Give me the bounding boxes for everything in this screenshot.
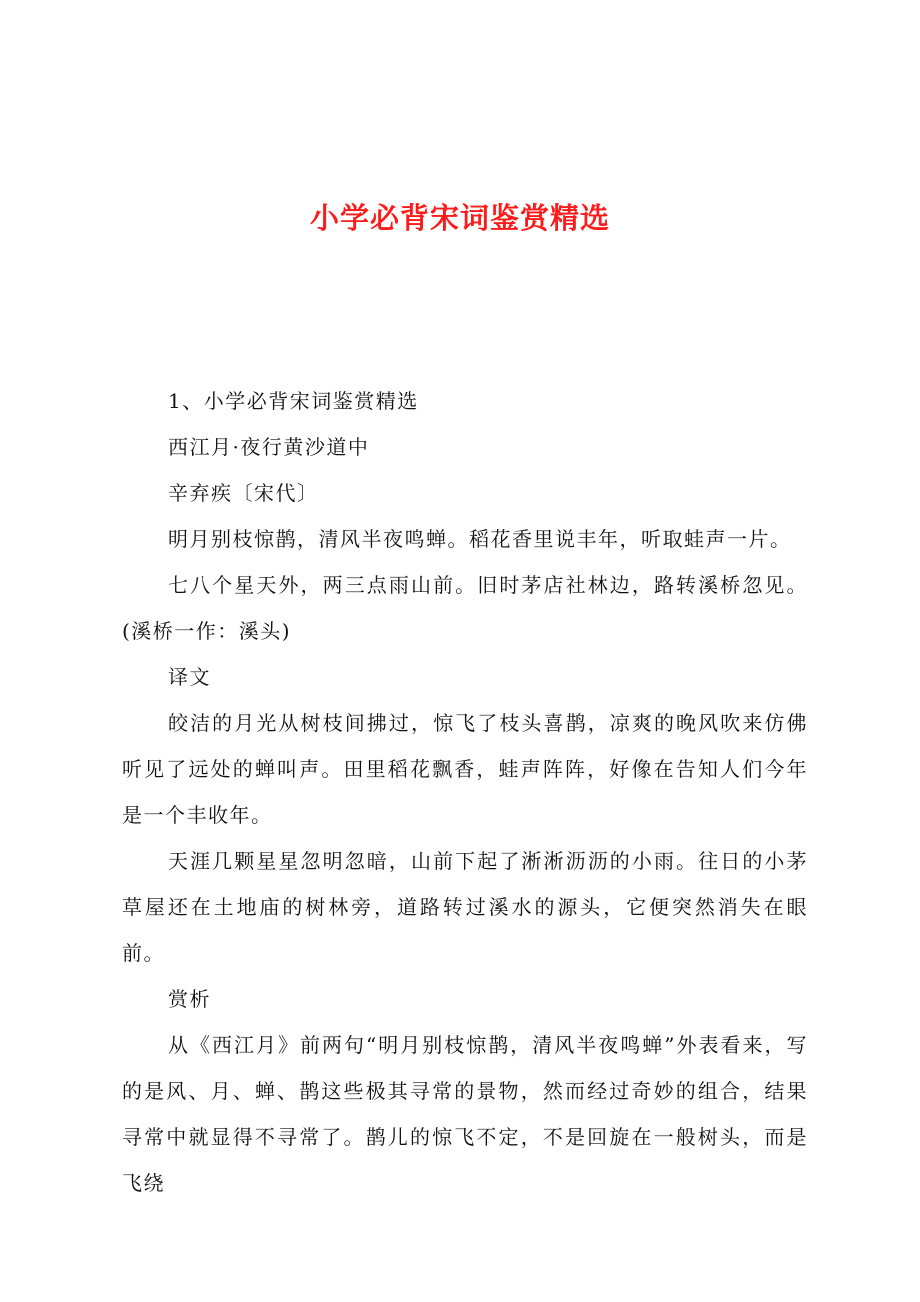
section-heading: 1、小学必背宋词鉴赏精选 <box>168 389 419 413</box>
translation-paragraph-1: 皎洁的月光从树枝间拂过，惊飞了枝头喜鹊，凉爽的晚风吹来仿佛听见了远处的蝉叫声。田里稻花飘香，蛙声阵阵，好像在告知人们今年是一个丰收年。 <box>122 711 808 827</box>
appreciation-heading: 赏析 <box>168 987 211 1011</box>
poem-verse-1: 明月别枝惊鹊，清风半夜鸣蝉。稻花香里说丰年，听取蛙声一片。 <box>168 527 792 551</box>
appreciation-paragraph: 从《西江月》前两句“明月别枝惊鹊，清风半夜鸣蝉”外表看来，写的是风、月、蝉、鹊这些极其寻常的景物，然而经过奇妙的组合，结果寻常中就显得不寻常了。鹊儿的惊飞不定，不是回旋在一般树头，而是飞绕 <box>122 1033 808 1195</box>
translation-paragraph-2: 天涯几颗星星忽明忽暗，山前下起了淅淅沥沥的小雨。往日的小茅草屋还在土地庙的树林旁，道路转过溪水的源头，它便突然消失在眼前。 <box>122 849 808 965</box>
poem-title: 西江月·夜行黄沙道中 <box>168 435 370 459</box>
document-body <box>122 378 808 1206</box>
translation-heading: 译文 <box>168 665 211 689</box>
poem-verse-2: 七八个星天外，两三点雨山前。旧时茅店社林边，路转溪桥忽见。(溪桥一作：溪头) <box>122 573 808 643</box>
document-title: 小学必背宋词鉴赏精选 <box>309 201 610 235</box>
poem-author: 辛弃疾〔宋代〕 <box>168 481 319 505</box>
